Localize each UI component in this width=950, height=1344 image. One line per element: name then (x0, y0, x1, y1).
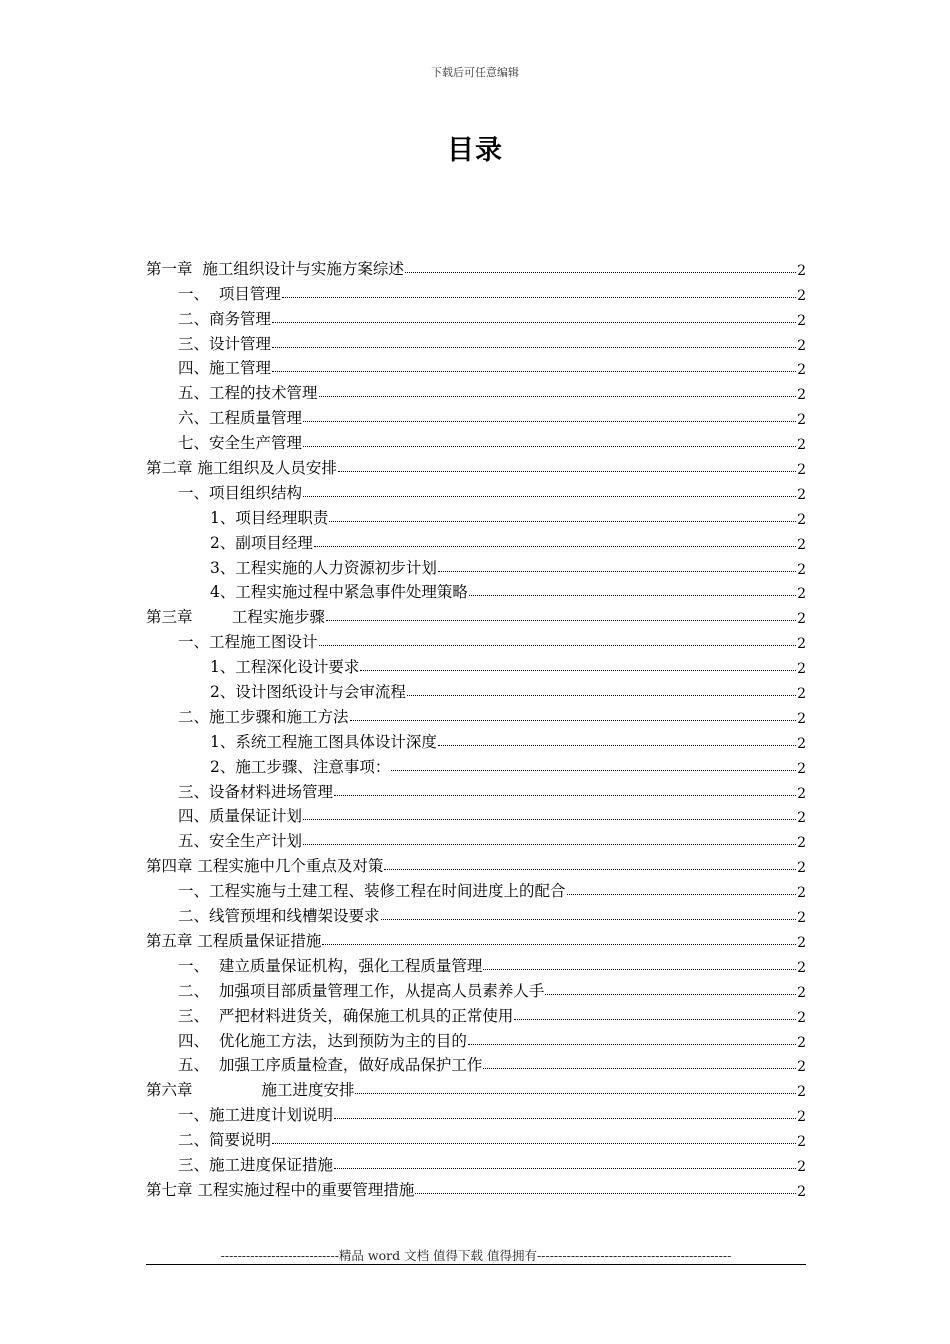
toc-entry-page: 2 (797, 1009, 806, 1026)
toc-entry-label: 三、设计管理 (178, 334, 272, 353)
toc-leader-dots (329, 520, 796, 522)
toc-entry[interactable] (146, 378, 806, 403)
toc-entry[interactable] (146, 279, 806, 304)
toc-entry[interactable] (146, 354, 806, 379)
header-note: 下载后可任意编辑 (431, 66, 519, 79)
toc-entry[interactable] (146, 702, 806, 727)
toc-leader-dots (334, 1167, 796, 1169)
toc-entry-label: 2、施工步骤、注意事项： (210, 757, 391, 776)
toc-entry-page: 2 (797, 710, 806, 727)
toc-entry-page: 2 (797, 686, 806, 703)
toc-entry[interactable] (146, 304, 806, 329)
toc-entry-page: 2 (797, 1158, 806, 1175)
toc-leader-dots (514, 1018, 796, 1020)
toc-entry[interactable] (146, 802, 806, 827)
toc-entry-page: 2 (797, 312, 806, 329)
toc-entry[interactable] (146, 428, 806, 453)
toc-entry-label: 一、 项目管理 (178, 284, 281, 303)
toc-entry[interactable] (146, 1125, 806, 1150)
toc-entry[interactable] (146, 1175, 806, 1200)
toc-entry-page: 2 (797, 910, 806, 927)
toc-entry-label: 3、工程实施的人力资源初步计划 (210, 558, 437, 577)
toc-entry[interactable] (146, 1051, 806, 1076)
toc-leader-dots (303, 843, 796, 845)
toc-entry-page: 2 (797, 735, 806, 752)
toc-entry-page: 2 (797, 810, 806, 827)
toc-entry-page: 2 (797, 785, 806, 802)
toc-entry-label: 一、工程实施与土建工程、装修工程在时间进度上的配合 (178, 882, 566, 901)
toc-entry-label: 第二章 施工组织及人员安排 (146, 459, 337, 478)
toc-entry-page: 2 (797, 412, 806, 429)
toc-entry[interactable] (146, 777, 806, 802)
toc-entry-page: 2 (797, 885, 806, 902)
toc-entry[interactable] (146, 553, 806, 578)
toc-entry-page: 2 (797, 337, 806, 354)
toc-leader-dots (545, 993, 796, 995)
toc-entry[interactable] (146, 627, 806, 652)
toc-entry[interactable] (146, 876, 806, 901)
toc-entry[interactable] (146, 578, 806, 603)
toc-leader-dots (483, 968, 796, 970)
toc-entry[interactable] (146, 1150, 806, 1175)
toc-entry-page: 2 (797, 835, 806, 852)
toc-entry-page: 2 (797, 1134, 806, 1151)
toc-entry-label: 1、工程深化设计要求 (210, 658, 360, 677)
toc-entry-page: 2 (797, 262, 806, 279)
toc-entry-label: 五、安全生产计划 (178, 832, 303, 851)
toc-leader-dots (381, 918, 797, 920)
toc-leader-dots (272, 321, 796, 323)
toc-entry[interactable] (146, 951, 806, 976)
toc-entry-label: 三、设备材料进场管理 (178, 782, 334, 801)
toc-entry-label: 4、工程实施过程中紧急事件处理策略 (210, 583, 468, 602)
toc-entry-page: 2 (797, 536, 806, 553)
toc-entry-label: 二、简要说明 (178, 1131, 272, 1150)
toc-entry-label: 三、施工进度保证措施 (178, 1155, 334, 1174)
toc-entry-page: 2 (797, 387, 806, 404)
toc-entry-label: 一、 建立质量保证机构，强化工程质量管理 (178, 956, 483, 975)
toc-entry-label: 第三章 工程实施步骤 (146, 608, 325, 627)
toc-entry-page: 2 (797, 362, 806, 379)
toc-leader-dots (384, 868, 796, 870)
toc-entry-label: 三、 严把材料进货关，确保施工机具的正常使用 (178, 1006, 514, 1025)
toc-leader-dots (282, 296, 796, 298)
toc-leader-dots (319, 395, 797, 397)
toc-entry-page: 2 (797, 1084, 806, 1101)
toc-leader-dots (303, 495, 796, 497)
toc-entry-page: 2 (797, 462, 806, 479)
page-title: 目录 (447, 135, 503, 166)
footer-text: ----------------------------精品 word 文档 值得下载 值得拥有---------------------------------------------- (220, 1248, 732, 1263)
toc-leader-dots (567, 893, 797, 895)
toc-entry-page: 2 (797, 586, 806, 603)
toc-leader-dots (319, 644, 797, 646)
toc-entry-page: 2 (797, 934, 806, 951)
toc-entry-page: 2 (797, 760, 806, 777)
toc-leader-dots (391, 769, 796, 771)
toc-entry-label: 二、商务管理 (178, 309, 272, 328)
toc-entry-page: 2 (797, 561, 806, 578)
toc-entry[interactable] (146, 453, 806, 478)
toc-entry[interactable] (146, 976, 806, 1001)
toc-entry-page: 2 (797, 511, 806, 528)
toc-entry-label: 2、设计图纸设计与会审流程 (210, 683, 406, 702)
toc-leader-dots (334, 1117, 796, 1119)
toc-entry[interactable] (146, 1075, 806, 1100)
toc-entry-page: 2 (797, 437, 806, 454)
toc-entry[interactable] (146, 826, 806, 851)
toc-entry[interactable] (146, 677, 806, 702)
toc-leader-dots (272, 346, 796, 348)
toc-entry-label: 第六章 施工进度安排 (146, 1081, 355, 1100)
toc-entry[interactable] (146, 727, 806, 752)
toc-entry[interactable] (146, 403, 806, 428)
toc-leader-dots (415, 1192, 796, 1194)
toc-leader-dots (314, 545, 796, 547)
toc-entry-label: 四、质量保证计划 (178, 807, 303, 826)
toc-leader-dots (303, 445, 796, 447)
toc-entry-label: 2、副项目经理 (210, 533, 313, 552)
toc-leader-dots (483, 1067, 796, 1069)
toc-entry-page: 2 (797, 1059, 806, 1076)
toc-entry[interactable] (146, 602, 806, 627)
toc-entry-label: 二、线管预埋和线槽架设要求 (178, 907, 380, 926)
toc-entry[interactable] (146, 652, 806, 677)
toc-leader-dots (322, 943, 796, 945)
toc-entry-label: 五、工程的技术管理 (178, 384, 318, 403)
toc-leader-dots (355, 1092, 796, 1094)
toc-leader-dots (469, 594, 796, 596)
toc-entry[interactable] (146, 851, 806, 876)
toc-entry-label: 二、施工步骤和施工方法 (178, 707, 349, 726)
toc-leader-dots (350, 719, 797, 721)
toc-entry-page: 2 (797, 1183, 806, 1200)
toc-entry[interactable] (146, 1026, 806, 1051)
toc-entry[interactable] (146, 528, 806, 553)
toc-entry-page: 2 (797, 661, 806, 678)
toc-entry-label: 第一章 施工组织设计与实施方案综述 (146, 259, 404, 278)
toc-leader-dots (405, 271, 796, 273)
toc-entry-label: 一、工程施工图设计 (178, 633, 318, 652)
toc-entry[interactable] (146, 1100, 806, 1125)
toc-entry[interactable] (146, 901, 806, 926)
toc-leader-dots (334, 794, 796, 796)
toc-entry-label: 一、项目组织结构 (178, 483, 303, 502)
toc-entry-page: 2 (797, 1109, 806, 1126)
toc-entry-label: 五、 加强工序质量检查，做好成品保护工作 (178, 1056, 483, 1075)
toc-entry[interactable] (146, 926, 806, 951)
toc-entry[interactable] (146, 503, 806, 528)
toc-leader-dots (272, 1142, 796, 1144)
toc-leader-dots (326, 619, 796, 621)
toc-leader-dots (338, 470, 796, 472)
toc-entry-label: 1、系统工程施工图具体设计深度 (210, 732, 437, 751)
toc-entry-page: 2 (797, 287, 806, 304)
toc-entry[interactable] (146, 478, 806, 503)
toc-entry-page: 2 (797, 1034, 806, 1051)
toc-entry-page: 2 (797, 486, 806, 503)
toc-entry[interactable] (146, 752, 806, 777)
toc-leader-dots (303, 818, 796, 820)
toc-leader-dots (438, 570, 796, 572)
toc-entry[interactable] (146, 329, 806, 354)
toc-entry-page: 2 (797, 984, 806, 1001)
toc-leader-dots (303, 420, 796, 422)
toc-leader-dots (407, 694, 796, 696)
toc-entry-page: 2 (797, 611, 806, 628)
toc-entry-label: 第五章 工程质量保证措施 (146, 931, 322, 950)
toc-leader-dots (468, 1043, 796, 1045)
toc-entry[interactable] (146, 1001, 806, 1026)
toc-entry-label: 六、工程质量管理 (178, 409, 303, 428)
toc-entry-label: 一、施工进度计划说明 (178, 1106, 334, 1125)
toc-entry-label: 第七章 工程实施过程中的重要管理措施 (146, 1180, 415, 1199)
toc-leader-dots (272, 370, 796, 372)
toc-entry-label: 四、 优化施工方法，达到预防为主的目的 (178, 1031, 467, 1050)
toc-entry-page: 2 (797, 959, 806, 976)
toc-entry-label: 第四章 工程实施中几个重点及对策 (146, 857, 384, 876)
toc-entry-page: 2 (797, 636, 806, 653)
toc-entry-label: 七、安全生产管理 (178, 434, 303, 453)
toc-entry-label: 二、 加强项目部质量管理工作，从提高人员素养人手 (178, 981, 545, 1000)
toc-leader-dots (438, 744, 796, 746)
table-of-contents (146, 254, 806, 1200)
toc-leader-dots (360, 669, 796, 671)
footer-rule (146, 1264, 806, 1265)
toc-entry-page: 2 (797, 860, 806, 877)
toc-entry[interactable] (146, 254, 806, 279)
toc-entry-label: 1、项目经理职责 (210, 508, 329, 527)
toc-entry-label: 四、施工管理 (178, 359, 272, 378)
